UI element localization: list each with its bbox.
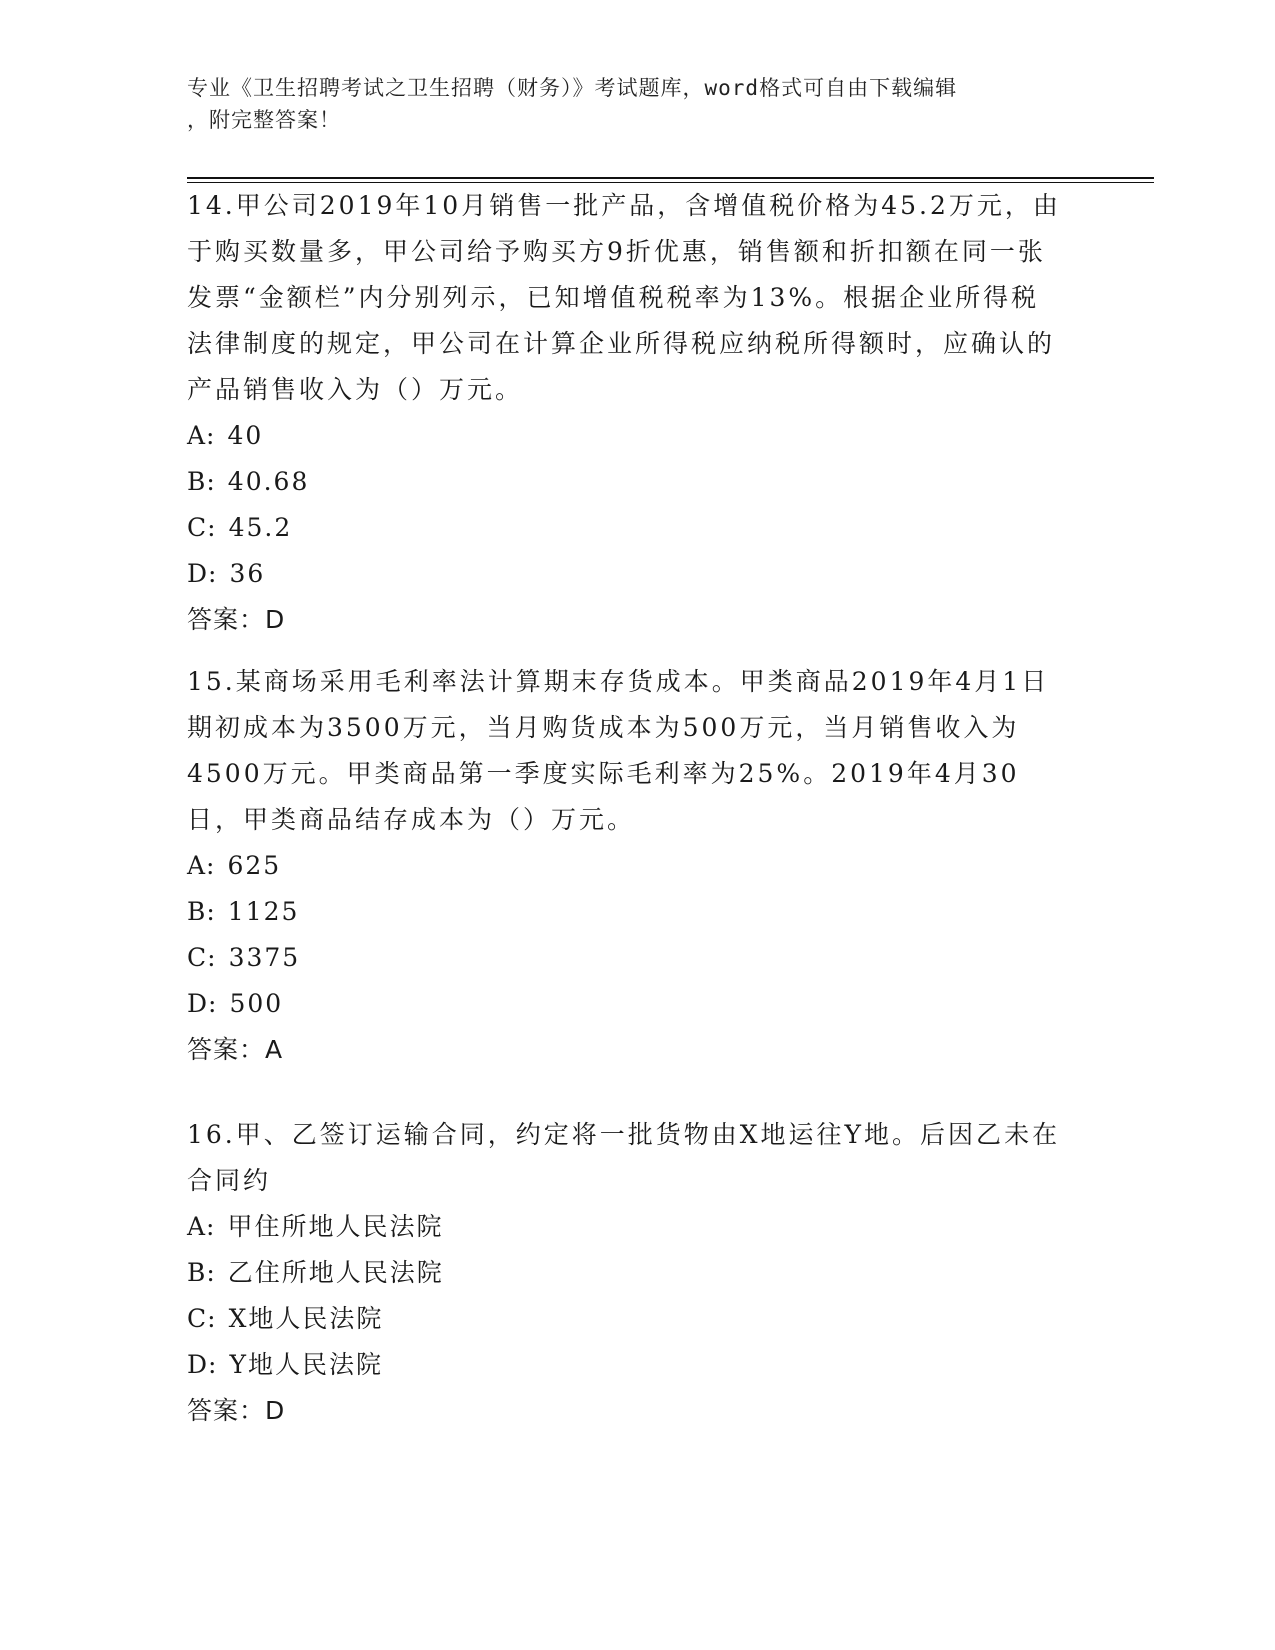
question-15 (187, 659, 1087, 1073)
question-16 (187, 1112, 1087, 1434)
option-d (187, 551, 1087, 597)
option-letter: B: (187, 1258, 216, 1287)
question-stem: 16.甲、乙签订运输合同，约定将一批货物由X地运往Y地。后因乙未在合同约 (187, 1120, 1061, 1195)
option-letter: A: (187, 421, 216, 450)
question-14 (187, 183, 1087, 643)
option-letter: B: (187, 467, 216, 496)
option-value: 36 (229, 559, 266, 588)
header-line-2: ，附完整答案！ (187, 108, 341, 132)
option-letter: A: (187, 851, 216, 880)
option-b (187, 459, 1087, 505)
option-a (187, 843, 1087, 889)
option-letter: A: (187, 1212, 216, 1241)
option-c (187, 1296, 1087, 1342)
document-header (187, 72, 1067, 136)
option-value: 40 (227, 421, 264, 450)
option-value: X地人民法院 (228, 1304, 384, 1333)
option-value: 625 (227, 851, 282, 880)
option-d (187, 1342, 1087, 1388)
option-d (187, 981, 1087, 1027)
option-a (187, 413, 1087, 459)
question-stem: 15.某商场采用毛利率法计算期末存货成本。甲类商品2019年4月1日期初成本为3500万元，当月购货成本为500万元，当月销售收入为4500万元。甲类商品第一季度实际毛利率为25%。2019年4月30日，甲类商品结存成本为（）万元。 (187, 667, 1050, 834)
option-c (187, 505, 1087, 551)
option-letter: C: (187, 943, 217, 972)
option-c (187, 935, 1087, 981)
option-value: Y地人民法院 (229, 1350, 383, 1379)
answer-label: 答案：D (187, 605, 286, 634)
option-letter: C: (187, 513, 217, 542)
option-value: 乙住所地人民法院 (227, 1258, 444, 1287)
option-value: 甲住所地人民法院 (227, 1212, 444, 1241)
option-value: 3375 (228, 943, 301, 972)
option-value: 40.68 (227, 467, 310, 496)
option-letter: D: (187, 1350, 218, 1379)
answer-label: 答案：A (187, 1035, 284, 1064)
option-letter: B: (187, 897, 216, 926)
option-a (187, 1204, 1087, 1250)
option-value: 1125 (227, 897, 300, 926)
option-value: 45.2 (228, 513, 293, 542)
option-letter: D: (187, 559, 218, 588)
option-b (187, 889, 1087, 935)
option-letter: D: (187, 989, 218, 1018)
header-divider-thick (187, 177, 1154, 179)
option-value: 500 (229, 989, 284, 1018)
question-stem: 14.甲公司2019年10月销售一批产品，含增值税价格为45.2万元，由于购买数量多，甲公司给予购买方9折优惠，销售额和折扣额在同一张发票“金额栏”内分别列示，已知增值税税率为13%。根据企业所得税法律制度的规定，甲公司在计算企业所得税应纳税所得额时，应确认的产品销售收入为（）万元。 (187, 191, 1061, 404)
answer-label: 答案：D (187, 1396, 286, 1425)
option-b (187, 1250, 1087, 1296)
option-letter: C: (187, 1304, 217, 1333)
header-line-1: 专业《卫生招聘考试之卫生招聘（财务）》考试题库，word格式可自由下载编辑 (187, 76, 958, 100)
